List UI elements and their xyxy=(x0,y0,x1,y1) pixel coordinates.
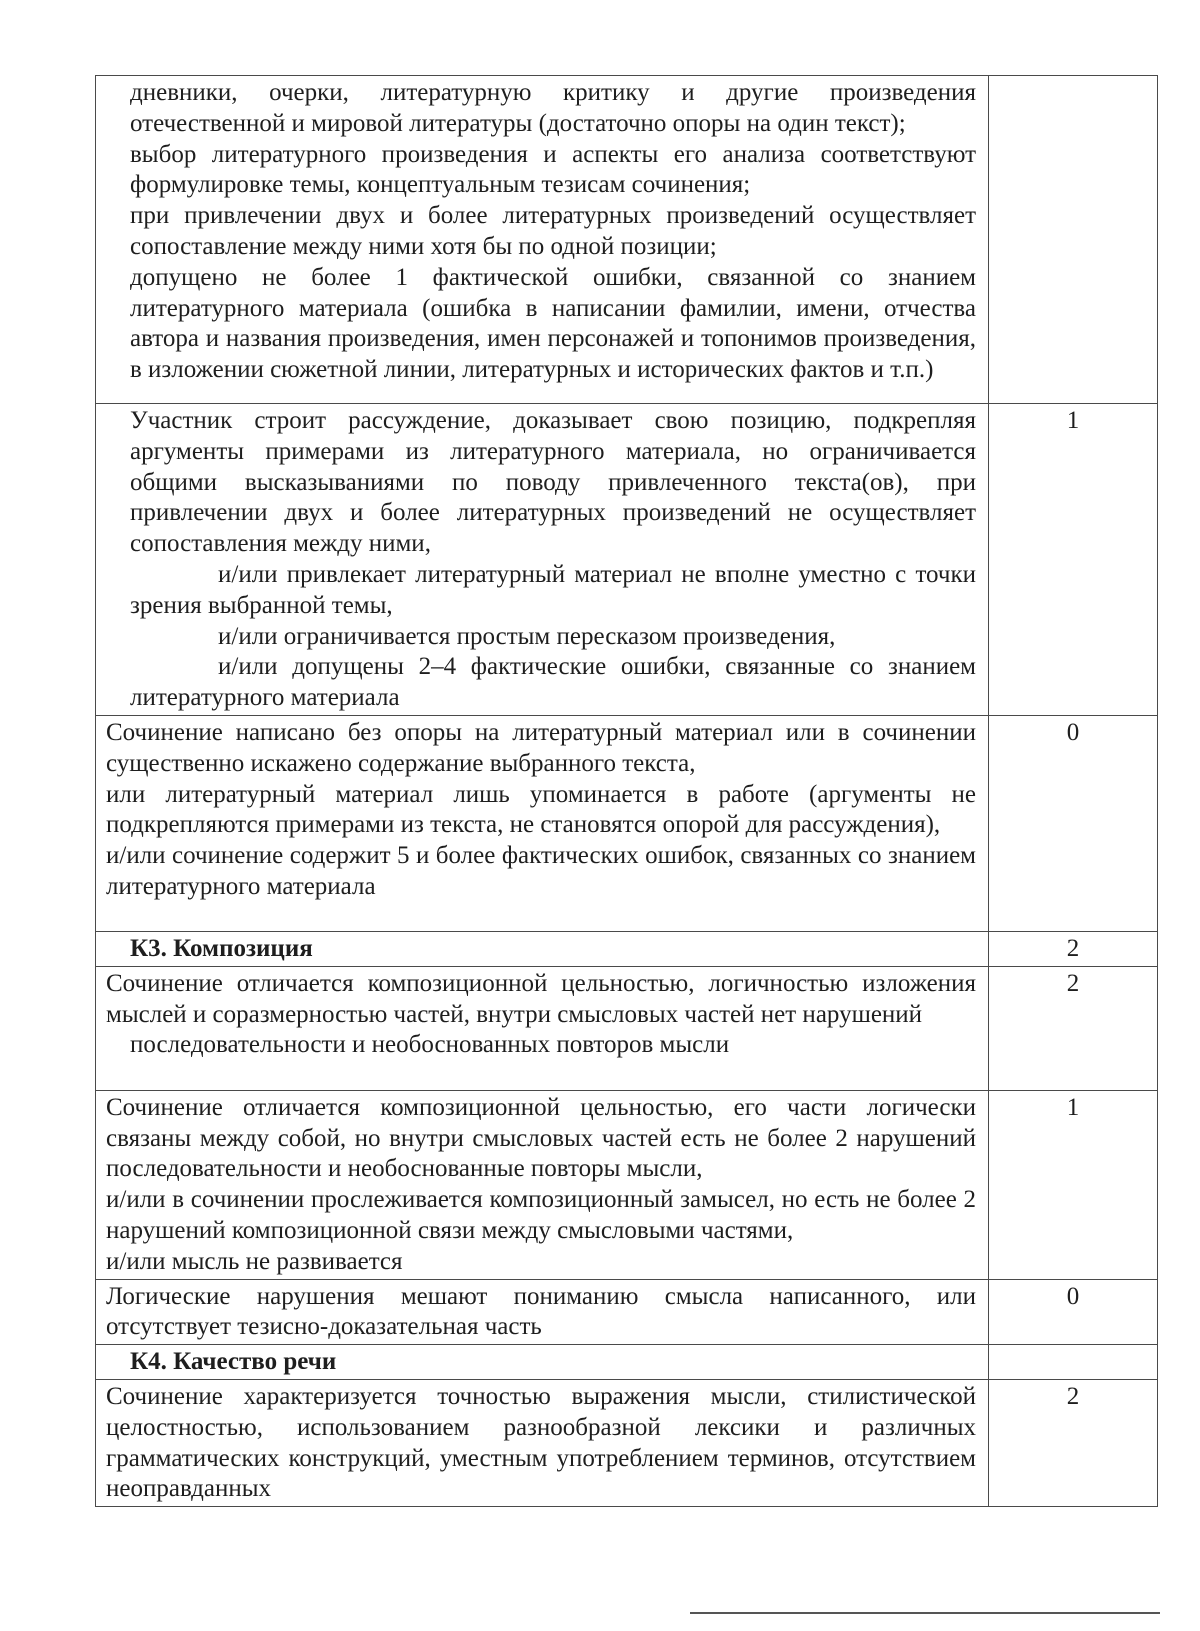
criterion-text xyxy=(96,404,989,716)
criterion-text xyxy=(96,1090,989,1279)
rubric-table xyxy=(95,75,1158,1507)
score-cell: 1 xyxy=(989,404,1158,716)
paragraph: и/или ограничивается простым пересказом произведения, xyxy=(218,622,836,650)
table-row xyxy=(96,1279,1158,1345)
paragraph: последовательности и необоснованных повторов мысли xyxy=(130,1031,730,1059)
rubric-page xyxy=(95,75,1157,1507)
paragraph: при привлечении двух и более литературных произведений осуществляет сопоставление между ними хотя бы по одной позиции; xyxy=(130,202,976,260)
table-row xyxy=(96,1379,1158,1506)
score-cell xyxy=(989,76,1158,404)
criterion-text xyxy=(96,1279,989,1345)
paragraph: или литературный материал лишь упоминается в работе (аргументы не подкрепляются примерами из текста, не становятся опорой для рассуждения), xyxy=(106,780,976,839)
section-heading xyxy=(96,931,989,966)
score-cell: 2 xyxy=(989,966,1158,1090)
table-row xyxy=(96,966,1158,1090)
paragraph: Логические нарушения мешают пониманию смысла написанного, или отсутствует тезисно-доказательная часть xyxy=(106,1282,976,1341)
score-cell: 0 xyxy=(989,715,1158,931)
criterion-text xyxy=(96,715,989,931)
section-heading xyxy=(96,1345,989,1380)
heading-text: К3. Композиция xyxy=(130,934,313,962)
paragraph: выбор литературного произведения и аспекты его анализа соответствуют формулировке темы, концептуальным тезисам сочинения; xyxy=(130,140,976,199)
score-cell: 2 xyxy=(989,1379,1158,1506)
table-row xyxy=(96,1345,1158,1380)
paragraph: Сочинение отличается композиционной цельностью, его части логически связаны между собой, но внутри смысловых частей есть не более 2 нарушений последовательности и необоснованные повторы мысли, xyxy=(106,1093,976,1183)
criterion-text xyxy=(96,1379,989,1506)
paragraph: Участник строит рассуждение, доказывает свою позицию, подкрепляя аргументы примерами из литературного материала, но ограничивается общими высказываниями по поводу привлеченного текста(ов), при привлечении двух и более литературных произведений не осуществляет сопоставления между ними, xyxy=(130,407,976,558)
criterion-text xyxy=(96,76,989,404)
score-cell: 1 xyxy=(989,1090,1158,1279)
paragraph: и/или мысль не развивается xyxy=(106,1247,403,1275)
paragraph: Сочинение написано без опоры на литературный материал или в сочинении существенно искажено содержание выбранного текста, xyxy=(106,718,976,777)
paragraph: Сочинение характеризуется точностью выражения мысли, стилистической целостностью, использованием разнообразной лексики и различных грамматических конструкций, уместным употреблением терминов, отсутствием неоправданных xyxy=(106,1382,976,1503)
score-cell: 2 xyxy=(989,931,1158,966)
paragraph: допущено не более 1 фактической ошибки, связанной со знанием литературного материала (ошибка в написании фамилии, имени, отчества автора и названия произведения, имен персонажей и топонимов произведения, в изложении сюжетной линии, литературных и исторических фактов и т.п.) xyxy=(130,263,976,384)
score-cell: 0 xyxy=(989,1279,1158,1345)
heading-text: К4. Качество речи xyxy=(130,1348,337,1376)
table-row xyxy=(96,76,1158,404)
table-row xyxy=(96,715,1158,931)
paragraph: дневники, очерки, литературную критику и другие произведения отечественной и мировой литературы (достаточно опоры на один текст); xyxy=(130,79,976,137)
criterion-text xyxy=(96,966,989,1090)
score-cell xyxy=(989,1345,1158,1380)
table-row xyxy=(96,404,1158,716)
table-row xyxy=(96,931,1158,966)
paragraph: и/или допущены 2–4 фактические ошибки, связанные со знанием литературного материала xyxy=(130,653,976,712)
paragraph: Сочинение отличается композиционной цельностью, логичностью изложения мыслей и соразмерностью частей, внутри смысловых частей нет нарушений xyxy=(106,969,976,1028)
paragraph: и/или привлекает литературный материал не вполне уместно с точки зрения выбранной темы, xyxy=(130,560,976,619)
paragraph: и/или в сочинении прослеживается композиционный замысел, но есть не более 2 нарушений композиционной связи между смысловыми частями, xyxy=(106,1186,976,1244)
paragraph: и/или сочинение содержит 5 и более фактических ошибок, связанных со знанием литературного материала xyxy=(106,842,976,900)
footer-rule xyxy=(690,1612,1160,1614)
table-row xyxy=(96,1090,1158,1279)
